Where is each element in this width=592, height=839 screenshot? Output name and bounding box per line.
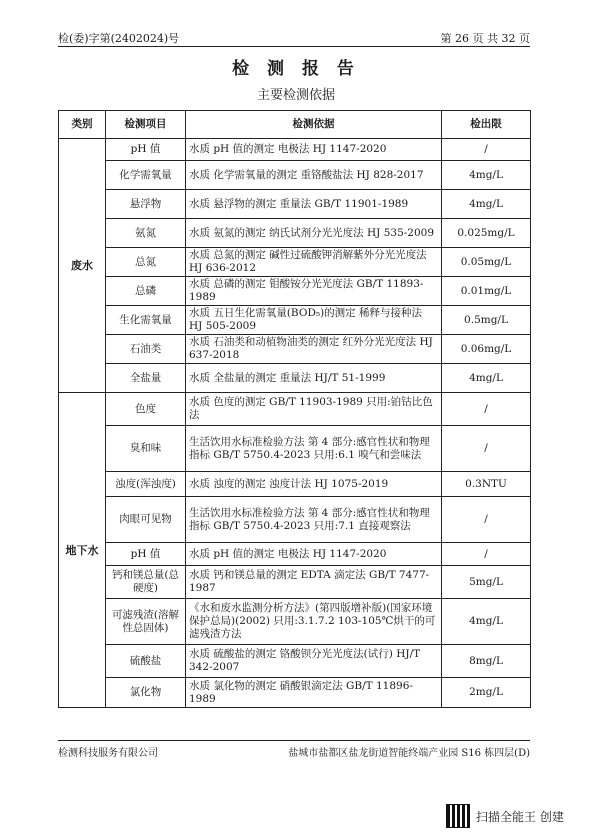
method-cell: 水质 pH 值的测定 电极法 HJ 1147-2020 [186, 543, 442, 566]
item-cell: 氨氮 [106, 219, 186, 248]
limit-cell: / [442, 393, 531, 426]
limit-cell: 2mg/L [442, 678, 531, 708]
item-cell: 臭和味 [106, 426, 186, 472]
method-cell: 水质 全盐量的测定 重量法 HJ/T 51-1999 [186, 364, 442, 393]
table-body [59, 139, 531, 708]
table-header-row [59, 111, 531, 139]
table-row [59, 599, 531, 645]
method-cell: 水质 色度的测定 GB/T 11903-1989 只用:铂钴比色法 [186, 393, 442, 426]
limit-cell: 0.5mg/L [442, 306, 531, 335]
item-cell: 总氮 [106, 248, 186, 277]
table-row [59, 306, 531, 335]
document-title: 检 测 报 告 [232, 59, 360, 79]
table-row [59, 426, 531, 472]
method-cell: 水质 pH 值的测定 电极法 HJ 1147-2020 [186, 139, 442, 161]
item-cell: 生化需氧量 [106, 306, 186, 335]
limit-cell: / [442, 139, 531, 161]
method-cell: 水质 总氮的测定 碱性过硫酸钾消解紫外分光光度法 HJ 636-2012 [186, 248, 442, 277]
method-cell: 水质 氨氮的测定 纳氏试剂分光光度法 HJ 535-2009 [186, 219, 442, 248]
table-row [59, 277, 531, 306]
limit-cell: / [442, 426, 531, 472]
table-row [59, 543, 531, 566]
table-row [59, 393, 531, 426]
header-limit: 检出限 [442, 111, 531, 139]
page-header [58, 30, 530, 47]
limit-cell: 4mg/L [442, 161, 531, 190]
method-cell: 水质 化学需氧量的测定 重铬酸盐法 HJ 828-2017 [186, 161, 442, 190]
table-row [59, 219, 531, 248]
header-item: 检测项目 [106, 111, 186, 139]
table-row [59, 678, 531, 708]
item-cell: pH 值 [106, 139, 186, 161]
limit-cell: 0.06mg/L [442, 335, 531, 364]
item-cell: 总磷 [106, 277, 186, 306]
item-cell: 石油类 [106, 335, 186, 364]
qr-code-icon [447, 805, 469, 827]
item-cell: 全盐量 [106, 364, 186, 393]
page-footer [58, 740, 530, 757]
method-cell: 水质 悬浮物的测定 重量法 GB/T 11901-1989 [186, 190, 442, 219]
method-cell: 水质 石油类和动植物油类的测定 红外分光光度法 HJ 637-2018 [186, 335, 442, 364]
page-info: 第 26 页 共 32 页 [440, 32, 530, 45]
item-cell: 可滤残渣(溶解性总固体) [106, 599, 186, 645]
header-category: 类别 [59, 111, 106, 139]
category-cell: 地下水 [59, 393, 106, 708]
table-row [59, 645, 531, 678]
limit-cell: 0.01mg/L [442, 277, 531, 306]
method-cell: 水质 硫酸盐的测定 铬酸钡分光光度法(试行) HJ/T 342-2007 [186, 645, 442, 678]
table-row [59, 139, 531, 161]
item-cell: 肉眼可见物 [106, 497, 186, 543]
item-cell: 硫酸盐 [106, 645, 186, 678]
limit-cell: 8mg/L [442, 645, 531, 678]
table-row [59, 472, 531, 497]
table-row [59, 364, 531, 393]
scanner-label: 扫描全能王 创建 [476, 810, 564, 824]
limit-cell: / [442, 497, 531, 543]
limit-cell: 0.05mg/L [442, 248, 531, 277]
limit-cell: 5mg/L [442, 566, 531, 599]
item-cell: 色度 [106, 393, 186, 426]
table-row [59, 161, 531, 190]
method-cell: 水质 总磷的测定 钼酸铵分光光度法 GB/T 11893-1989 [186, 277, 442, 306]
item-cell: 悬浮物 [106, 190, 186, 219]
item-cell: 钙和镁总量(总硬度) [106, 566, 186, 599]
item-cell: 化学需氧量 [106, 161, 186, 190]
method-cell: 生活饮用水标准检验方法 第 4 部分:感官性状和物理指标 GB/T 5750.4-2023 只用:7.1 直接观察法 [186, 497, 442, 543]
table-row [59, 190, 531, 219]
table-row [59, 335, 531, 364]
limit-cell: 4mg/L [442, 364, 531, 393]
table-row [59, 248, 531, 277]
method-cell: 《水和废水监测分析方法》(第四版增补版)(国家环境保护总局)(2002) 只用:3.1.7.2 103-105℃烘干的可滤残渣方法 [186, 599, 442, 645]
item-cell: 氯化物 [106, 678, 186, 708]
footer-address: 盐城市盐都区盐龙街道智能终端产业园 S16 栋四层(D) [288, 748, 530, 759]
testing-basis-table [58, 110, 531, 708]
item-cell: pH 值 [106, 543, 186, 566]
table-row [59, 497, 531, 543]
table-row [59, 566, 531, 599]
method-cell: 水质 浊度的测定 浊度计法 HJ 1075-2019 [186, 472, 442, 497]
category-cell: 废水 [59, 139, 106, 393]
document-subtitle: 主要检测依据 [256, 88, 335, 103]
method-cell: 水质 氯化物的测定 硝酸银滴定法 GB/T 11896-1989 [186, 678, 442, 708]
method-cell: 生活饮用水标准检验方法 第 4 部分:感官性状和物理指标 GB/T 5750.4-2023 只用:6.1 嗅气和尝味法 [186, 426, 442, 472]
limit-cell: 4mg/L [442, 599, 531, 645]
header-method: 检测依据 [186, 111, 442, 139]
report-number: 检(委)字第(2402024)号 [58, 32, 180, 45]
limit-cell: / [442, 543, 531, 566]
item-cell: 浊度(浑浊度) [106, 472, 186, 497]
limit-cell: 0.3NTU [442, 472, 531, 497]
footer-company: 检测科技服务有限公司 [58, 748, 158, 759]
method-cell: 水质 钙和镁总量的测定 EDTA 滴定法 GB/T 7477-1987 [186, 566, 442, 599]
limit-cell: 4mg/L [442, 190, 531, 219]
method-cell: 水质 五日生化需氧量(BOD₅)的测定 稀释与接种法 HJ 505-2009 [186, 306, 442, 335]
limit-cell: 0.025mg/L [442, 219, 531, 248]
